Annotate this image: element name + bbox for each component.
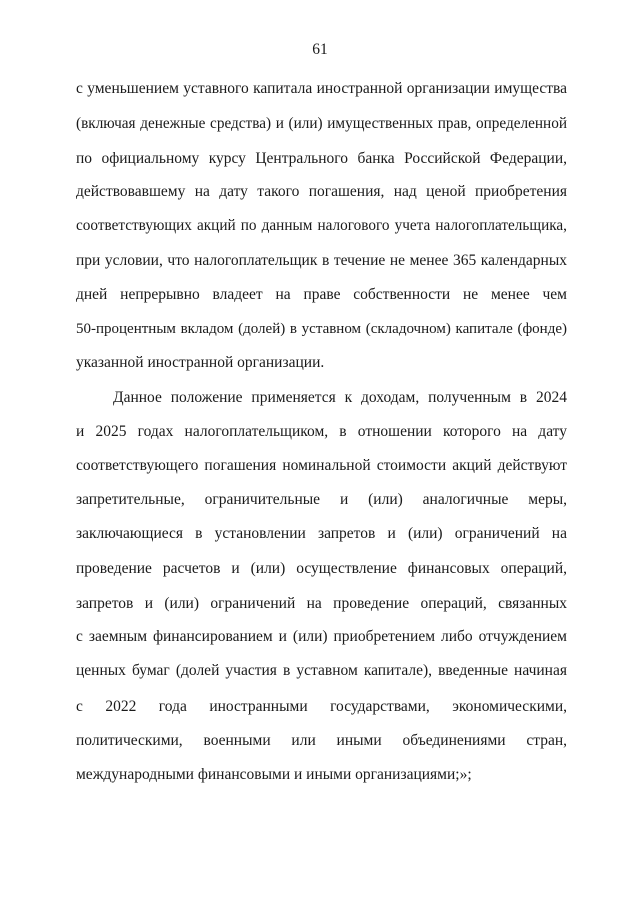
text-line: ценных бумаг (долей участия в уставном капитале), введенные начиная	[76, 662, 567, 679]
text-line: международными финансовыми и иными организациями;»;	[76, 766, 472, 783]
text-line: по официальному курсу Центрального банка Российской Федерации,	[76, 150, 567, 167]
text-line: запретов и (или) ограничений на проведение операций, связанных	[76, 595, 567, 612]
page-number: 61	[312, 41, 328, 58]
text-line: с заемным финансированием и (или) приобретением либо отчуждением	[76, 628, 567, 645]
text-line: дней непрерывно владеет на праве собственности не менее чем	[76, 286, 567, 303]
text-line: действовавшему на дату такого погашения, над ценой приобретения	[76, 183, 567, 200]
text-line: соответствующих акций по данным налогового учета налогоплательщика,	[76, 217, 567, 234]
text-line: указанной иностранной организации.	[76, 354, 325, 371]
text-line: с уменьшением уставного капитала иностранной организации имущества	[76, 80, 567, 97]
text-line: при условии, что налогоплательщик в течение не менее 365 календарных	[76, 252, 567, 269]
text-line: соответствующего погашения номинальной стоимости акций действуют	[76, 457, 567, 474]
text-line: проведение расчетов и (или) осуществление финансовых операций,	[76, 560, 567, 577]
text-line: с 2022 года иностранными государствами, экономическими,	[76, 698, 567, 715]
text-line: заключающиеся в установлении запретов и (или) ограничений на	[76, 525, 567, 542]
text-line: и 2025 годах налогоплательщиком, в отношении которого на дату	[76, 423, 567, 440]
text-line: Данное положение применяется к доходам, полученным в 2024	[113, 389, 567, 406]
text-line: 50-процентным вкладом (долей) в уставном (складочном) капитале (фонде)	[76, 321, 567, 337]
text-line: политическими, военными или иными объединениями стран,	[76, 732, 567, 749]
text-line: запретительные, ограничительные и (или) аналогичные меры,	[76, 491, 567, 508]
text-line: (включая денежные средства) и (или) имущественных прав, определенной	[76, 115, 567, 132]
